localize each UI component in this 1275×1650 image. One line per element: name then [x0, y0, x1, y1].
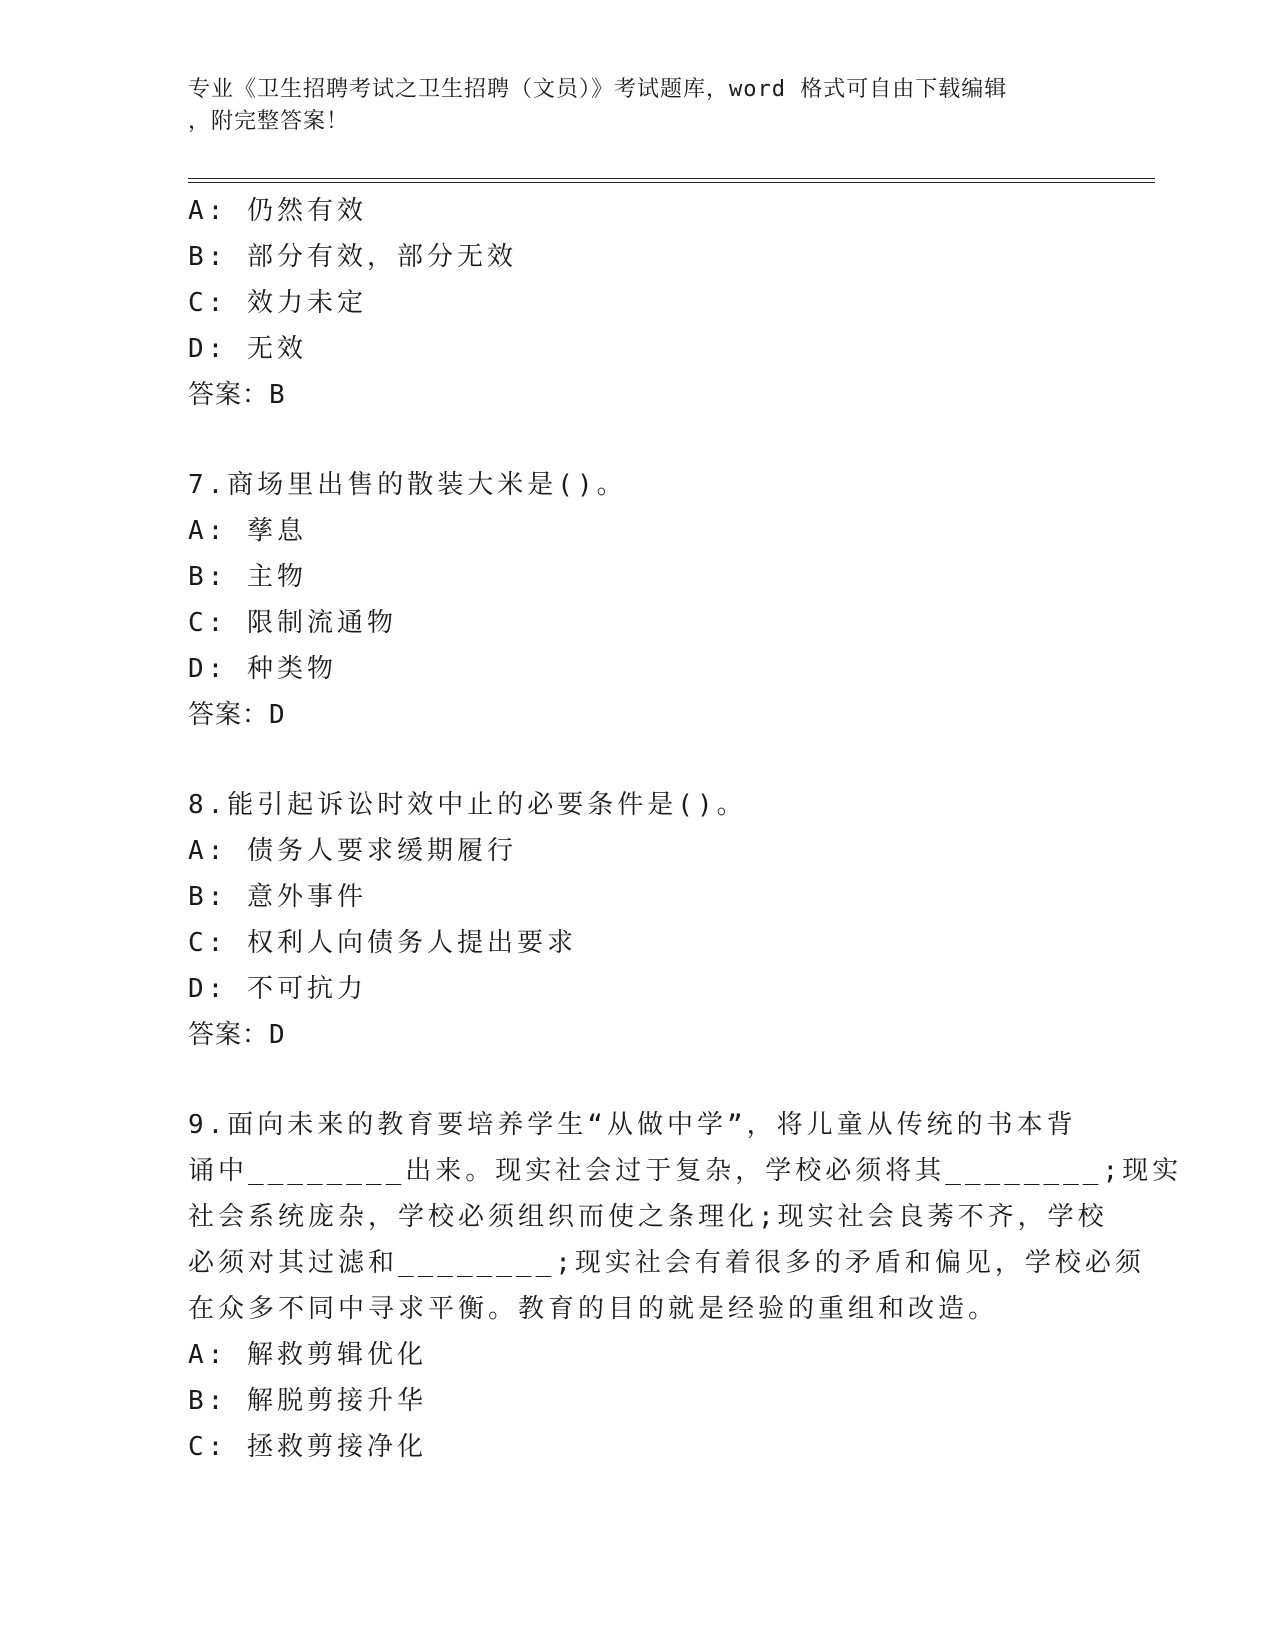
- question-block-6: [188, 188, 1088, 418]
- answer-value: B: [269, 380, 286, 410]
- header-line-1: 专业《卫生招聘考试之卫生招聘（文员）》考试题库，word 格式可自由下载编辑: [188, 77, 1008, 102]
- document-header: [188, 74, 1068, 138]
- option-c: C: 权利人向债务人提出要求: [188, 928, 577, 958]
- question-text: 7.商场里出售的散装大米是()。: [188, 470, 627, 500]
- option-d: D: 无效: [188, 334, 307, 364]
- question-text: 8.能引起诉讼时效中止的必要条件是()。: [188, 790, 747, 820]
- answer-line: [188, 692, 1088, 738]
- option-c: C: 拯救剪接净化: [188, 1432, 427, 1462]
- answer-label: 答案：: [188, 380, 270, 410]
- question-block-7: [188, 462, 1088, 738]
- option-d: D: 不可抗力: [188, 974, 367, 1004]
- option-b: B: 解脱剪接升华: [188, 1386, 427, 1416]
- question-line: 9.面向未来的教育要培养学生“从做中学”，将儿童从传统的书本背: [188, 1110, 1077, 1140]
- option-a: A: 仍然有效: [188, 196, 367, 226]
- answer-label: 答案：: [188, 1020, 270, 1050]
- option-a: A: 债务人要求缓期履行: [188, 836, 517, 866]
- option-d: D: 种类物: [188, 654, 337, 684]
- document-body: [188, 188, 1183, 1470]
- question-block-8: [188, 782, 1088, 1058]
- option-b: B: 意外事件: [188, 882, 367, 912]
- option-a: A: 孳息: [188, 516, 307, 546]
- answer-line: [188, 372, 1088, 418]
- option-c: C: 限制流通物: [188, 608, 397, 638]
- option-b: B: 部分有效，部分无效: [188, 242, 517, 272]
- question-line: 诵中________出来。现实社会过于复杂，学校必须将其________;现实: [188, 1156, 1183, 1186]
- answer-label: 答案：: [188, 700, 270, 730]
- header-line-2: ，附完整答案！: [188, 109, 350, 134]
- question-text: [188, 1102, 1183, 1332]
- option-c: C: 效力未定: [188, 288, 367, 318]
- header-divider: [188, 178, 1155, 183]
- option-a: A: 解救剪辑优化: [188, 1340, 427, 1370]
- question-line: 社会系统庞杂，学校必须组织而使之条理化;现实社会良莠不齐，学校: [188, 1202, 1108, 1232]
- question-line: 在众多不同中寻求平衡。教育的目的就是经验的重组和改造。: [188, 1294, 999, 1324]
- answer-line: [188, 1012, 1088, 1058]
- option-b: B: 主物: [188, 562, 307, 592]
- question-line: 必须对其过滤和________;现实社会有着很多的矛盾和偏见，学校必须: [188, 1248, 1145, 1278]
- answer-value: D: [269, 700, 286, 730]
- question-block-9: [188, 1102, 1183, 1470]
- answer-value: D: [269, 1020, 286, 1050]
